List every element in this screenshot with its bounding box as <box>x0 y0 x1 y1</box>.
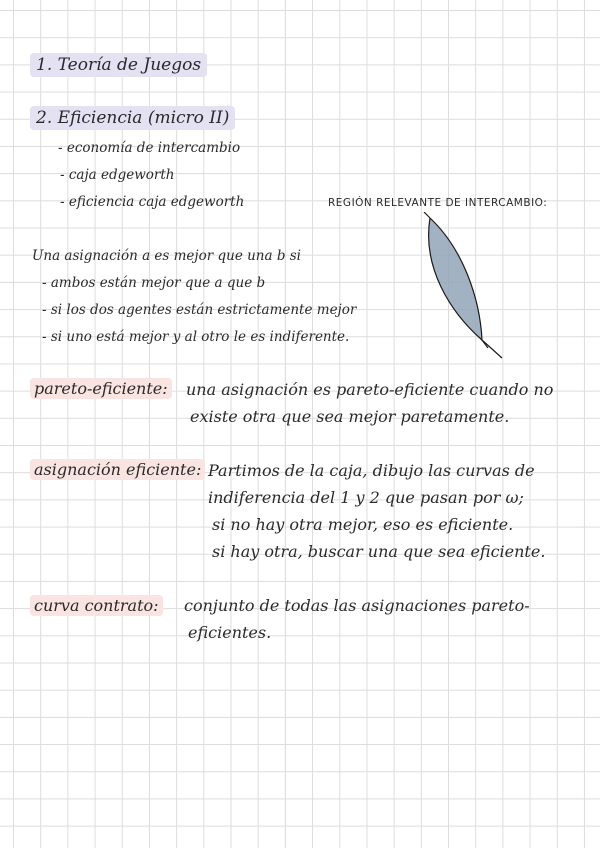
asignacion-definition-line: indiferencia del 1 y 2 que pasan por ω; <box>208 488 524 507</box>
term-pareto-eficiente: pareto-eficiente: <box>30 378 172 399</box>
asignacion-definition-line: si hay otra, buscar una que sea eficiente. <box>212 542 546 561</box>
asignacion-definition-line: Partimos de la caja, dibujo las curvas de <box>208 461 535 480</box>
asignacion-definition-line: si no hay otra mejor, eso es eficiente. <box>212 515 514 534</box>
section-1-heading: 1. Teoría de Juegos <box>30 53 207 77</box>
list-item: - si uno está mejor y al otro le es indiferente. <box>42 329 350 345</box>
list-item: - caja edgeworth <box>60 167 175 183</box>
curva-definition-line: conjunto de todas las asignaciones pareto- <box>184 596 530 615</box>
diagram-title: REGIÓN RELEVANTE DE INTERCAMBIO: <box>328 197 548 209</box>
pareto-definition-line: existe otra que sea mejor paretamente. <box>190 407 510 426</box>
curva-definition-line: eficientes. <box>188 623 272 642</box>
list-item: - eficiencia caja edgeworth <box>60 194 245 210</box>
exchange-region-diagram <box>420 212 510 362</box>
term-curva-contrato: curva contrato: <box>30 595 163 616</box>
list-item: - ambos están mejor que a que b <box>42 275 266 291</box>
term-asignacion-eficiente: asignación eficiente: <box>30 459 205 480</box>
lens-fill <box>429 218 482 340</box>
pareto-definition-line: una asignación es pareto-eficiente cuando no <box>186 380 554 399</box>
list-item: - si los dos agentes están estrictamente mejor <box>42 302 357 318</box>
list-item: - economía de intercambio <box>58 140 241 156</box>
definition-intro: Una asignación a es mejor que una b si <box>32 248 302 264</box>
section-2-heading: 2. Eficiencia (micro II) <box>30 106 235 130</box>
